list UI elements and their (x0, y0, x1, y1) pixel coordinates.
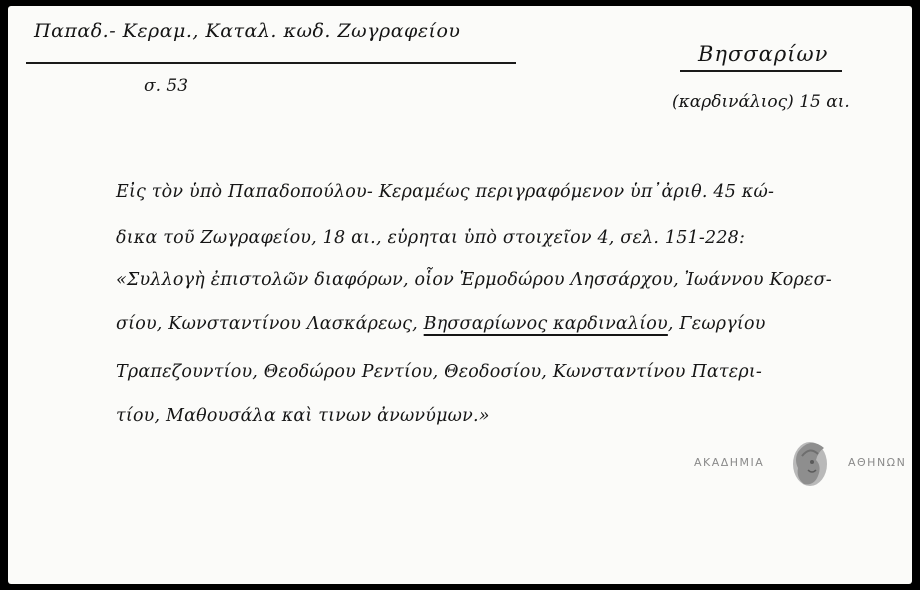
body-line-6: τίου, Μαθουσάλα καὶ τινων ἀνωνύμων.» (116, 406, 490, 426)
subtitle: (καρδινάλιος) 15 αι. (672, 92, 850, 112)
catalog-card (8, 6, 912, 584)
stamp-text-right: ΑΘΗΝΩΝ (848, 456, 907, 469)
stamp-text-left: ΑΚΑΔΗΜΙΑ (694, 456, 765, 469)
body-line-4 (116, 314, 766, 334)
shelfmark: σ. 53 (144, 76, 189, 96)
header-reference: Παπαδ.- Κεραμ., Καταλ. κωδ. Ζωγραφείου (34, 20, 461, 42)
body-line-2: δικα τοῦ Ζωγραφείου, 18 αι., εὑρηται ὑπὸ στοιχεῖον 4, σελ. 151-228: (116, 228, 746, 248)
body-line-4-start: σίου, Κωνσταντίνου Λασκάρεως, (116, 314, 418, 334)
body-line-5: Τραπεζουντίου, Θεοδώρου Ρεντίου, Θεοδοσίου, Κωνσταντίνου Πατερι- (116, 362, 763, 382)
body-line-3: «Συλλογὴ ἐπιστολῶν διαφόρων, οἷον Ἑρμοδώρου Λησσάρχου, Ἰωάννου Κορεσ- (116, 270, 832, 290)
academy-stamp (688, 434, 914, 494)
athena-head-logo (788, 434, 834, 492)
body-line-1: Εἰς τὸν ὑπὸ Παπαδοπούλου- Κεραμέως περιγραφόμενον ὑπ᾽ἀριθ. 45 κώ- (116, 182, 775, 202)
header-right-rule (680, 70, 842, 72)
body-line-4-end: , Γεωργίου (667, 314, 766, 334)
header-left-rule (26, 62, 516, 64)
underlined-name: Βησσαρίωνος καρδιναλίου (423, 314, 668, 334)
header-title: Βησσαρίων (698, 42, 829, 66)
